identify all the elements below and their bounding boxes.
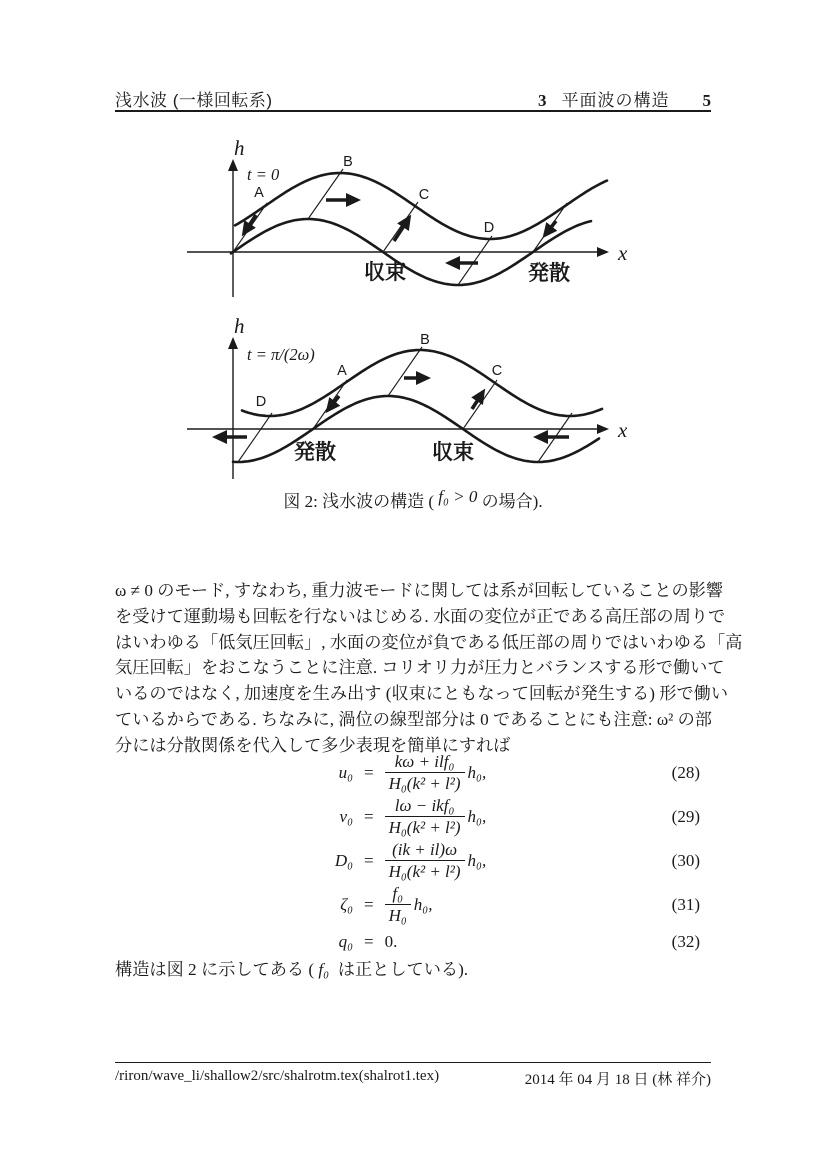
closing-math: f₀ [318, 960, 330, 979]
paragraph-line: いるのではなく, 加速度を生み出す (収束にともなって回転が発生する) 形で働い [115, 684, 729, 704]
h-axis-label: h [234, 314, 245, 338]
denominator: H₀(k² + l²) [385, 860, 465, 881]
paragraph-line: を受けて運動場も回転を行ないはじめる. 水面の変位が正である高圧部の周りで [115, 606, 726, 626]
paragraph-line: ω ≠ 0 のモード, すなわち, 重力波モードに関しては系が回転していることの影響 [115, 581, 724, 600]
caption-math: f₀ > 0 [438, 487, 478, 506]
paragraph-line: はいわゆる「低気圧回転」, 水面の変位が負である低圧部の周りではいわゆる「高 [115, 632, 743, 652]
page-footer [115, 1068, 711, 1089]
point-label-a: A [254, 185, 264, 201]
fraction [385, 884, 411, 925]
velocity-arrow-a [328, 396, 339, 410]
wave-diagram-t0 [185, 139, 635, 305]
equation-number: (31) [671, 894, 700, 914]
eq-lhs: q₀ [338, 932, 353, 951]
fraction [385, 752, 465, 793]
x-axis-label: x [618, 418, 628, 442]
caption-text-end: の場合). [477, 492, 543, 511]
convergence-label: 収束 [364, 261, 406, 284]
eq-lhs: ζ₀ [340, 894, 353, 914]
eq-rhs: 0. [384, 932, 398, 951]
paragraph-line: 気圧回転」をおこなうことに注意. コリオリ力が圧力とバランスする形で働いて [115, 658, 725, 678]
eq-suffix: h₀, [467, 762, 487, 782]
footer-date-author: 2014 年 04 月 18 日 (林 祥介) [524, 1072, 711, 1088]
equation-31 [115, 884, 711, 925]
eq-lhs: D₀ [334, 850, 353, 870]
header-section [538, 86, 711, 111]
column-line-d [458, 236, 492, 285]
footer-rule [115, 1062, 711, 1063]
numerator: f₀ [392, 884, 403, 903]
equation-number: (28) [671, 762, 700, 782]
equation-number: (32) [671, 932, 700, 951]
equation-28 [115, 752, 711, 793]
caption-text: 図 2: 浅水波の構造 ( [283, 492, 439, 511]
figure-caption [115, 487, 711, 512]
page-number: 5 [702, 91, 711, 110]
closing-sentence [115, 957, 712, 983]
point-label-b: B [420, 332, 430, 348]
equation-number: (30) [671, 850, 700, 870]
denominator: H₀(k² + l²) [385, 772, 465, 793]
point-label-d: D [255, 394, 267, 410]
time-label: t = 0 [247, 165, 280, 184]
point-label-d: D [483, 220, 495, 236]
eq-lhs: u₀ [338, 762, 353, 782]
divergence-label: 発散 [528, 262, 570, 285]
footer-source-path: /riron/wave_li/shallow2/src/shalrotm.tex(shalrot1.tex) [115, 1068, 440, 1084]
equals-sign: = [364, 806, 374, 826]
eq-lhs: v₀ [339, 806, 353, 826]
column-line-a [233, 203, 267, 252]
closing-text: 構造は図 2 に示してある ( [115, 960, 315, 979]
fraction [385, 796, 465, 837]
point-label-c: C [491, 363, 503, 379]
time-label: t = π/(2ω) [247, 345, 315, 364]
numerator: kω + ilf₀ [394, 752, 455, 771]
fraction [385, 840, 465, 881]
h-axis-label: h [234, 139, 245, 160]
equation-block [115, 752, 711, 959]
header-rule [115, 110, 711, 112]
numerator: (ik + il)ω [392, 840, 458, 859]
equals-sign: = [364, 762, 374, 782]
column-line-b [308, 169, 343, 219]
velocity-arrow-c [394, 218, 409, 241]
x-axis-label: x [618, 241, 628, 265]
wave-diagram-quarter-period [185, 311, 635, 483]
velocity-arrow-a2 [545, 221, 556, 235]
convergence-label: 収束 [432, 441, 474, 464]
eq-suffix: h₀, [467, 806, 487, 826]
velocity-arrow-c [472, 392, 483, 409]
equals-sign: = [364, 932, 374, 951]
point-label-a: A [337, 363, 347, 379]
column-line-c [383, 202, 418, 252]
eq-suffix: h₀, [467, 850, 487, 870]
denominator: H₀(k² + l²) [385, 816, 465, 837]
paragraph-line: ているからである. ちなみに, 渦位の線型部分は 0 であることにも注意: ω² の部 [115, 709, 712, 729]
section-number: 3 [538, 91, 547, 110]
header-running-title: 浅水波 (一様回転系) [115, 91, 273, 110]
point-label-b: B [343, 154, 353, 170]
closing-text-end: は正としている). [333, 960, 469, 979]
equation-number: (29) [671, 806, 700, 826]
divergence-label: 発散 [294, 441, 336, 464]
equation-29 [115, 796, 711, 837]
equals-sign: = [364, 850, 374, 870]
column-line-c [463, 380, 497, 429]
eq-suffix: h₀, [413, 894, 433, 914]
equals-sign: = [364, 894, 374, 914]
equation-30 [115, 840, 711, 881]
paragraph-line: 分には分散関係を代入して多少表現を簡単にすれば [115, 735, 511, 755]
denominator: H₀ [385, 904, 411, 925]
numerator: lω − ikf₀ [394, 796, 455, 815]
equation-32 [115, 928, 711, 956]
section-title: 平面波の構造 [561, 91, 670, 110]
column-line-a [313, 380, 347, 429]
body-paragraph [115, 578, 743, 759]
page-header [115, 86, 711, 111]
point-label-c: C [418, 187, 430, 203]
